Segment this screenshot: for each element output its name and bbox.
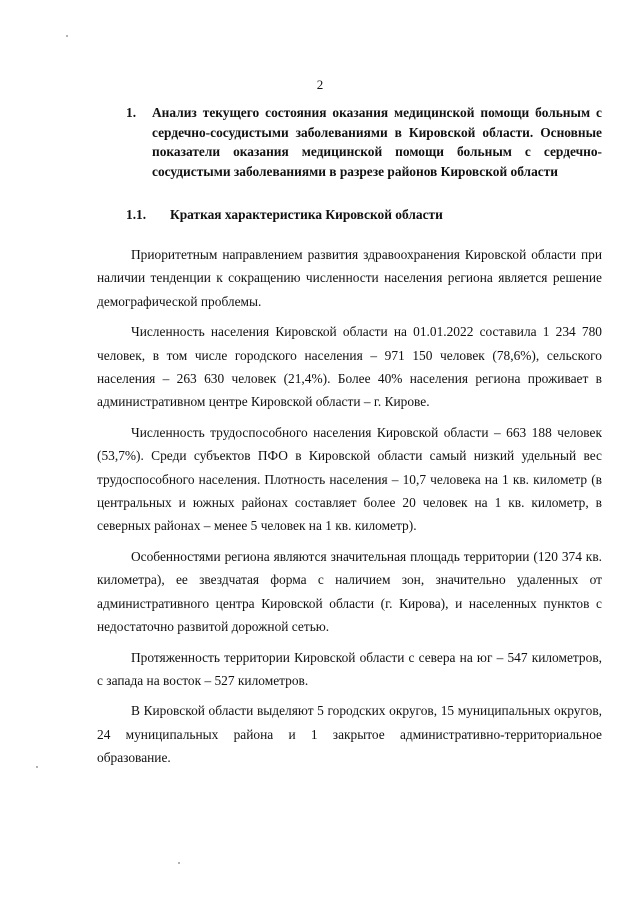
subsection-number: 1.1. bbox=[126, 207, 147, 222]
paragraph: Протяженность территории Кировской области с севера на юг – 547 километров, с запада на восток – 527 километров. bbox=[97, 649, 602, 688]
scan-speck bbox=[178, 862, 180, 864]
section-heading bbox=[126, 103, 602, 181]
scan-speck bbox=[36, 766, 38, 768]
paragraph: Численность населения Кировской области на 01.01.2022 составила 1 234 780 человек, в том числе городского населения – 971 150 человек (78,6%), сельского населения – 263 630 человек (21,4%). Более 40% населения региона проживает в административном центре Кировской области – г. Кирове. bbox=[97, 324, 602, 410]
page-number: 2 bbox=[316, 77, 324, 92]
paragraph: Особенностями региона являются значительная площадь территории (120 374 кв. километра), ее звездчатая форма с наличием зон, значительно удаленных от административного центра Кировской области (г. Кирова), и населенных пунктов с недостаточно развитой дорожной сетью. bbox=[97, 548, 602, 635]
paragraph: Численность трудоспособного населения Кировской области – 663 188 человек (53,7%). Среди субъектов ПФО в Кировской области самый низкий удельный вес трудоспособного населения. Плотность населения – 10,7 человека на 1 кв. километр (в центральных и южных районах составляет более 20 человек на 1 кв. километр, в северных районах – менее 5 человек на 1 кв. километр). bbox=[97, 424, 602, 534]
section-number: 1. bbox=[126, 105, 137, 120]
paragraph: В Кировской области выделяют 5 городских округов, 15 муниципальных округов, 24 муниципальных района и 1 закрытое административно-территориальное образование. bbox=[97, 703, 602, 766]
scan-speck bbox=[66, 35, 68, 37]
subsection-heading bbox=[126, 207, 443, 223]
section-title: Анализ текущего состояния оказания медицинской помощи больным с сердечно-сосудистыми заболеваниями в Кировской области. Основные показатели оказания медицинской помощи больным с сердечно-сосудистыми заболеваниями в разрезе районов Кировской области bbox=[152, 105, 602, 179]
subsection-title: Краткая характеристика Кировской области bbox=[170, 207, 443, 222]
body-text bbox=[97, 243, 602, 777]
paragraph: Приоритетным направлением развития здравоохранения Кировской области при наличии тенденции к сокращению численности населения региона является решение демографической проблемы. bbox=[97, 247, 602, 309]
